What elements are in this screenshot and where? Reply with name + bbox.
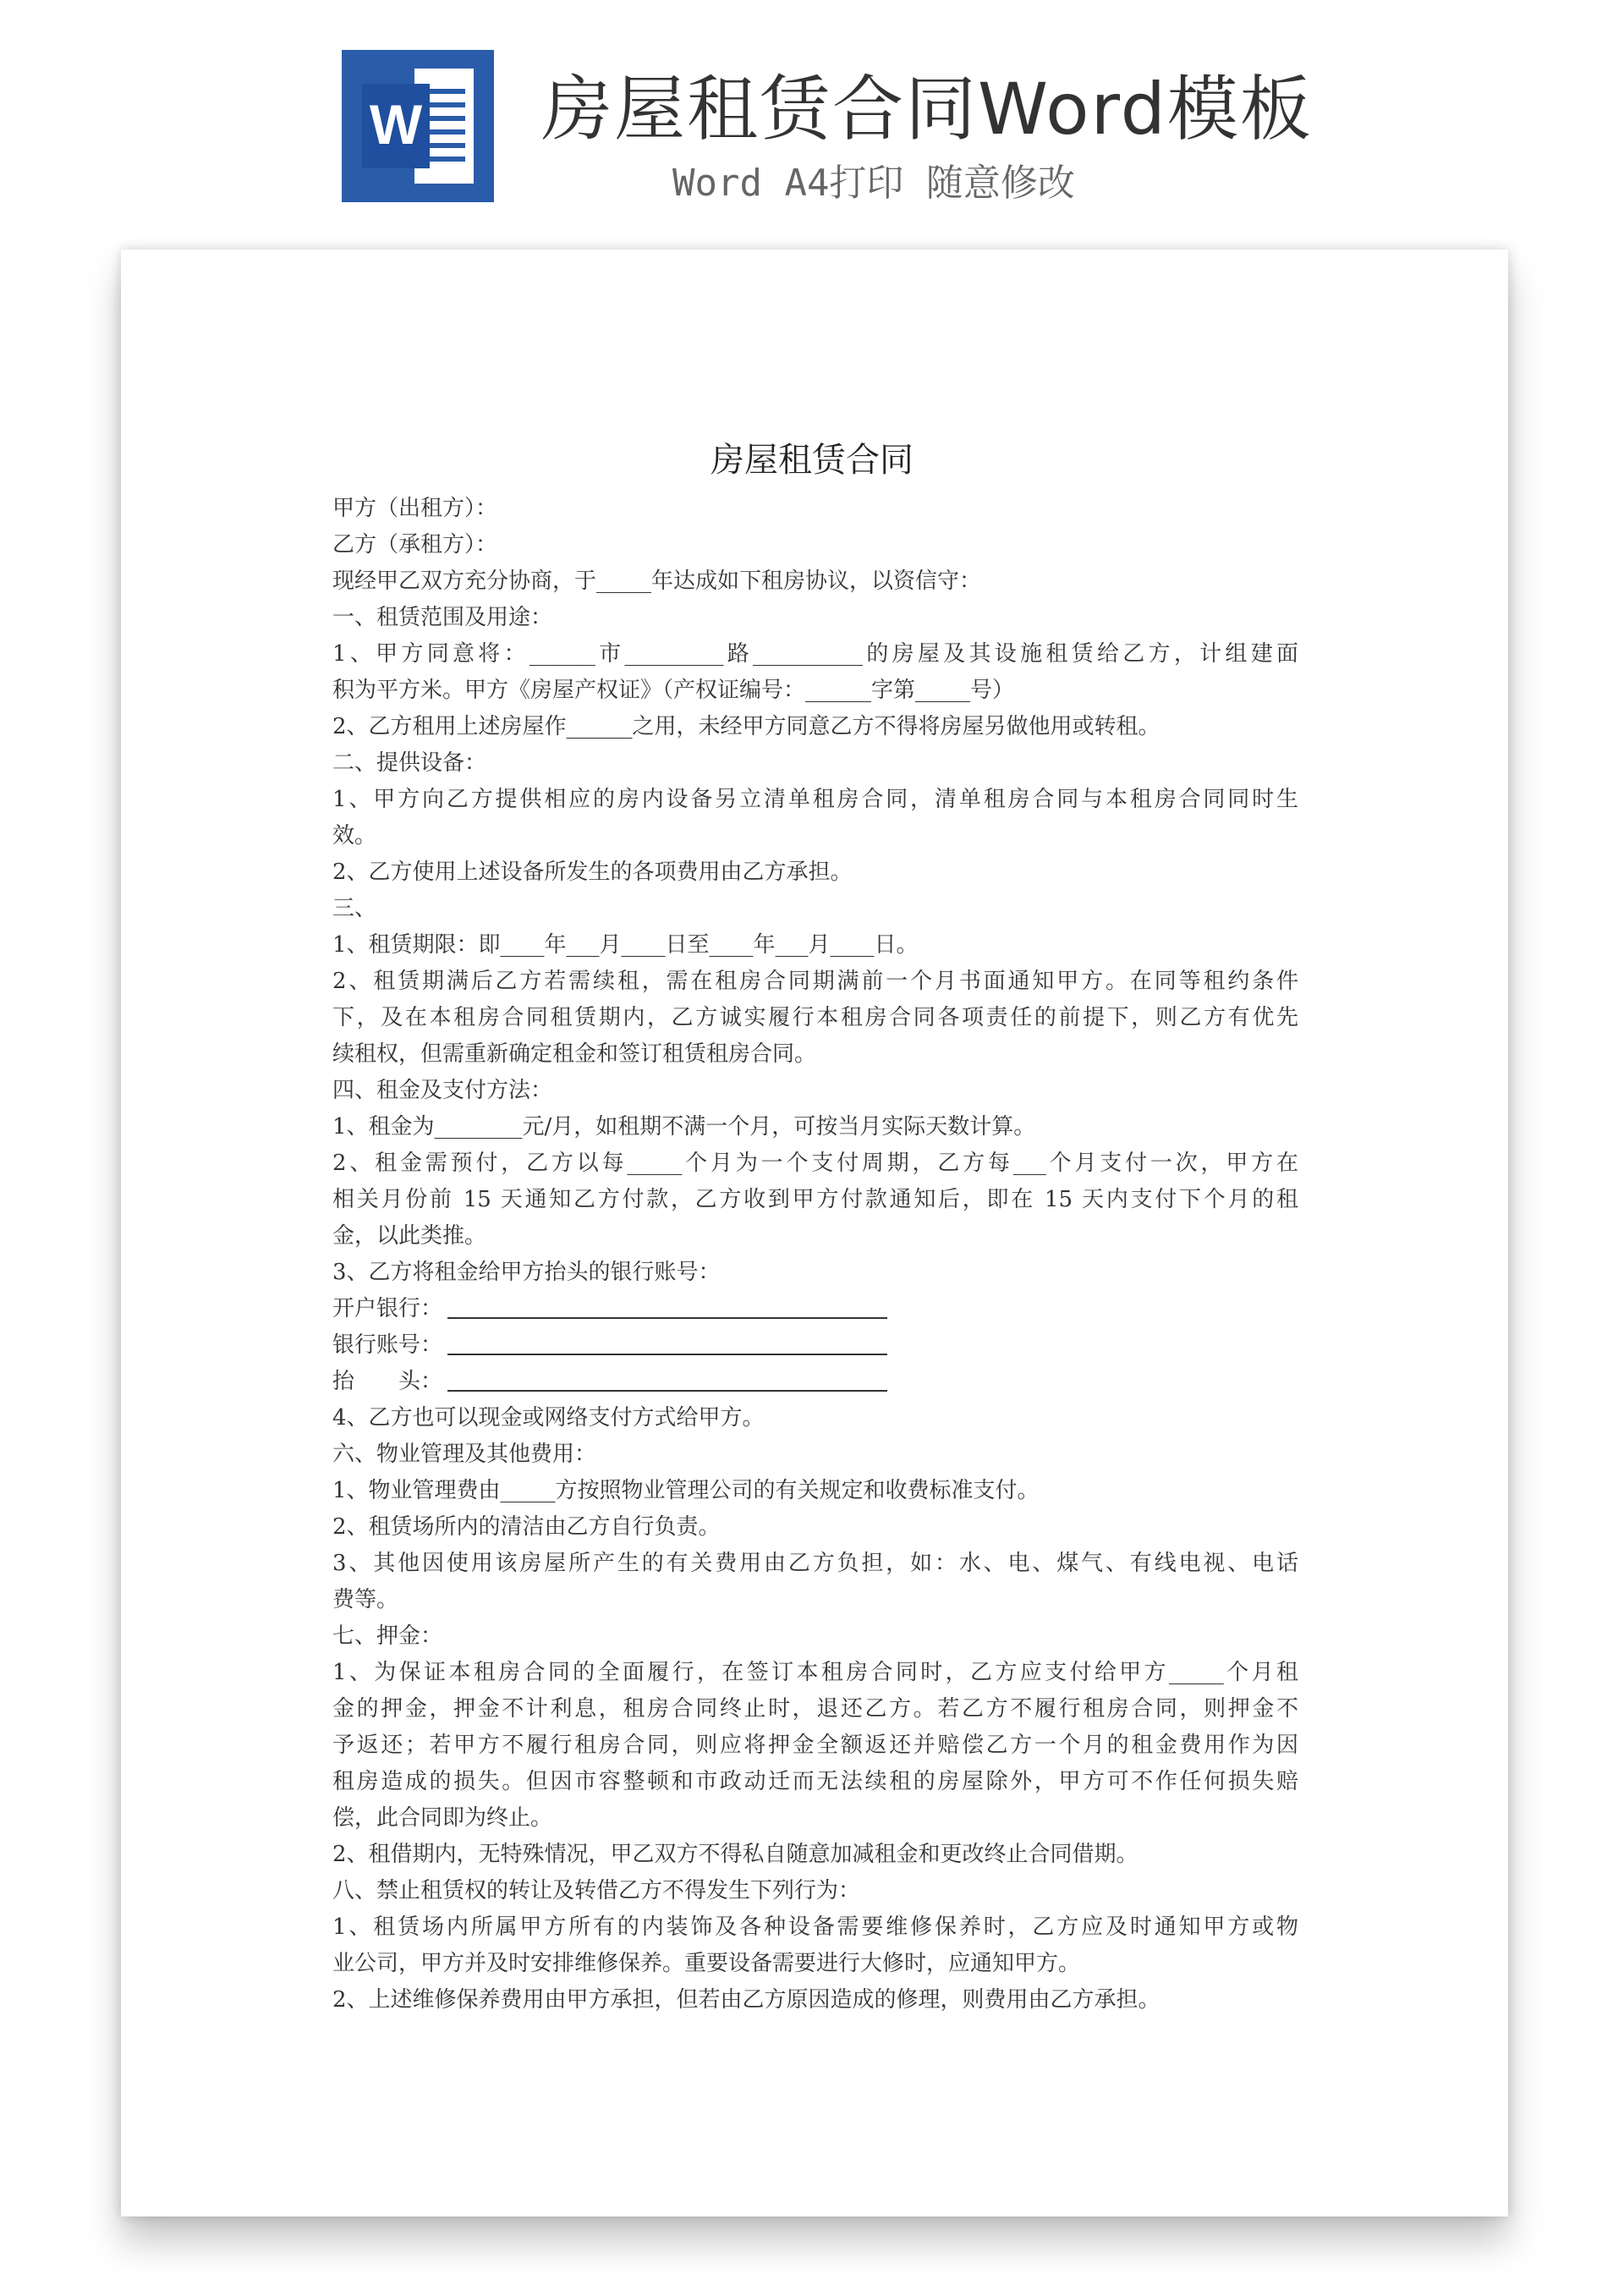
line-text: 续租权，但需重新确定租金和签订租赁租房合同。	[332, 1041, 817, 1067]
line-text: 费等。	[332, 1587, 399, 1612]
line-text: 乙方（承租方）：	[332, 532, 498, 558]
line-text: 1、为保证本租房合同的全面履行，在签订本租房合同时，乙方应支付给甲方_____个月租	[332, 1660, 1298, 1685]
document-line	[332, 709, 1298, 745]
line-text: 租房造成的损失。但因市容整顿和市政动迁而无法续租的房屋除外，甲方可不作任何损失赔	[332, 1769, 1298, 1794]
line-text: 1、租赁场内所属甲方所有的内装饰及各种设备需要维修保养时，乙方应及时通知甲方或物	[332, 1914, 1298, 1940]
document-line	[332, 563, 1298, 600]
line-text: 相关月份前 15 天通知乙方付款，乙方收到甲方付款通知后，即在 15 天内支付下个月的租	[332, 1187, 1298, 1212]
line-text: 效。	[332, 823, 377, 849]
document-line	[332, 854, 1298, 891]
line-text: 八、禁止租赁权的转让及转借乙方不得发生下列行为：	[332, 1878, 861, 1903]
page-subtitle: Word A4打印 随意修改	[672, 162, 1075, 205]
line-text: 2、租金需预付，乙方以每_____个月为一个支付周期，乙方每___个月支付一次，甲方在	[332, 1151, 1298, 1176]
line-text: 1、租金为________元/月，如租期不满一个月，可按当月实际天数计算。	[332, 1114, 1036, 1140]
document-line	[332, 1764, 1298, 1800]
document-body	[332, 491, 1298, 2019]
line-text: 3、其他因使用该房屋所产生的有关费用由乙方负担，如：水、电、煤气、有线电视、电话	[332, 1551, 1298, 1576]
document-line	[332, 1873, 1298, 1909]
line-text: 2、租赁场所内的清洁由乙方自行负责。	[332, 1514, 721, 1540]
line-text: 七、押金：	[332, 1623, 443, 1649]
form-field-line	[332, 1364, 1298, 1400]
blank-underline	[447, 1292, 887, 1319]
document-line	[332, 964, 1298, 1000]
document-line	[332, 1618, 1298, 1655]
document-line	[332, 927, 1298, 964]
line-text: 抬 头：	[332, 1369, 443, 1394]
line-text: 2、租赁期满后乙方若需续租，需在租房合同期满前一个月书面通知甲方。在同等租约条件	[332, 969, 1298, 994]
line-text: 下，及在本租房合同租赁期内，乙方诚实履行本租房合同各项责任的前提下，则乙方有优先	[332, 1005, 1298, 1030]
document-line	[332, 1073, 1298, 1109]
document-line	[332, 1800, 1298, 1837]
line-text: 2、乙方租用上述房屋作______之用，未经甲方同意乙方不得将房屋另做他用或转租。	[332, 714, 1160, 739]
line-text: 3、乙方将租金给甲方抬头的银行账号：	[332, 1260, 721, 1285]
document-line	[332, 1436, 1298, 1473]
page-title: 房屋租赁合同Word模板	[541, 68, 1313, 151]
document-line	[332, 636, 1298, 673]
document-line	[332, 1837, 1298, 1873]
line-text: 2、租借期内，无特殊情况，甲乙双方不得私自随意加减租金和更改终止合同借期。	[332, 1842, 1138, 1867]
line-text: 2、乙方使用上述设备所发生的各项费用由乙方承担。	[332, 860, 853, 885]
word-logo-icon	[342, 50, 494, 202]
line-text: 四、租金及支付方法：	[332, 1078, 553, 1103]
line-text: 金，以此类推。	[332, 1223, 487, 1249]
document-line	[332, 491, 1298, 527]
document-line	[332, 1946, 1298, 1982]
document-line	[332, 1655, 1298, 1691]
line-text: 2、上述维修保养费用由甲方承担，但若由乙方原因造成的修理，则费用由乙方承担。	[332, 1987, 1160, 2013]
document-line	[332, 1255, 1298, 1291]
document-line	[332, 1036, 1298, 1073]
document-line	[332, 1727, 1298, 1764]
document-title: 房屋租赁合同	[710, 441, 914, 480]
line-text: 1、甲方向乙方提供相应的房内设备另立清单租房合同，清单租房合同与本租房合同同时生	[332, 787, 1298, 812]
line-text: 1、物业管理费由_____方按照物业管理公司的有关规定和收费标准支付。	[332, 1478, 1040, 1503]
document-line	[332, 527, 1298, 563]
line-text: 银行账号：	[332, 1332, 443, 1358]
form-field-line	[332, 1291, 1298, 1327]
line-text: 予返还；若甲方不履行租房合同，则应将押金全额返还并赔偿乙方一个月的租金费用作为因	[332, 1733, 1298, 1758]
document-line	[332, 1109, 1298, 1145]
document-line	[332, 1546, 1298, 1582]
line-text: 1、甲方同意将：______市_________路__________的房屋及其设施租赁给乙方，计组建面	[332, 641, 1298, 667]
line-text: 金的押金，押金不计利息，租房合同终止时，退还乙方。若乙方不履行租房合同，则押金不	[332, 1696, 1298, 1722]
line-text: 业公司，甲方并及时安排维修保养。重要设备需要进行大修时，应通知甲方。	[332, 1951, 1081, 1976]
line-text: 4、乙方也可以现金或网络支付方式给甲方。	[332, 1405, 765, 1431]
line-text: 1、租赁期限：即____年___月____日至____年___月____日。	[332, 932, 919, 958]
document-line	[332, 745, 1298, 782]
logo-letter: W	[369, 93, 423, 156]
document-line	[332, 673, 1298, 709]
document-line	[332, 1582, 1298, 1618]
line-text: 一、租赁范围及用途：	[332, 605, 553, 630]
document-line	[332, 1182, 1298, 1218]
line-text: 积为平方米。甲方《房屋产权证》（产权证编号：______字第_____号）	[332, 678, 1015, 703]
document-line	[332, 891, 1298, 927]
line-text: 现经甲乙双方充分协商，于_____年达成如下租房协议，以资信守：	[332, 569, 982, 594]
document-line	[332, 1509, 1298, 1546]
line-text: 甲方（出租方）：	[332, 496, 498, 521]
document-line	[332, 1218, 1298, 1255]
line-text: 偿，此合同即为终止。	[332, 1805, 553, 1831]
form-field-line	[332, 1327, 1298, 1364]
document-line	[332, 600, 1298, 636]
line-text: 二、提供设备：	[332, 750, 487, 776]
document-line	[332, 1691, 1298, 1727]
line-text: 开户银行：	[332, 1296, 443, 1321]
blank-underline	[447, 1328, 887, 1355]
document-line	[332, 818, 1298, 854]
document-line	[332, 1400, 1298, 1436]
document-line	[332, 782, 1298, 818]
document-line	[332, 1909, 1298, 1946]
document-line	[332, 1145, 1298, 1182]
line-text: 六、物业管理及其他费用：	[332, 1442, 597, 1467]
document-line	[332, 1000, 1298, 1036]
line-text: 三、	[332, 896, 377, 921]
document-line	[332, 1982, 1298, 2019]
document-line	[332, 1473, 1298, 1509]
blank-underline	[447, 1365, 887, 1392]
